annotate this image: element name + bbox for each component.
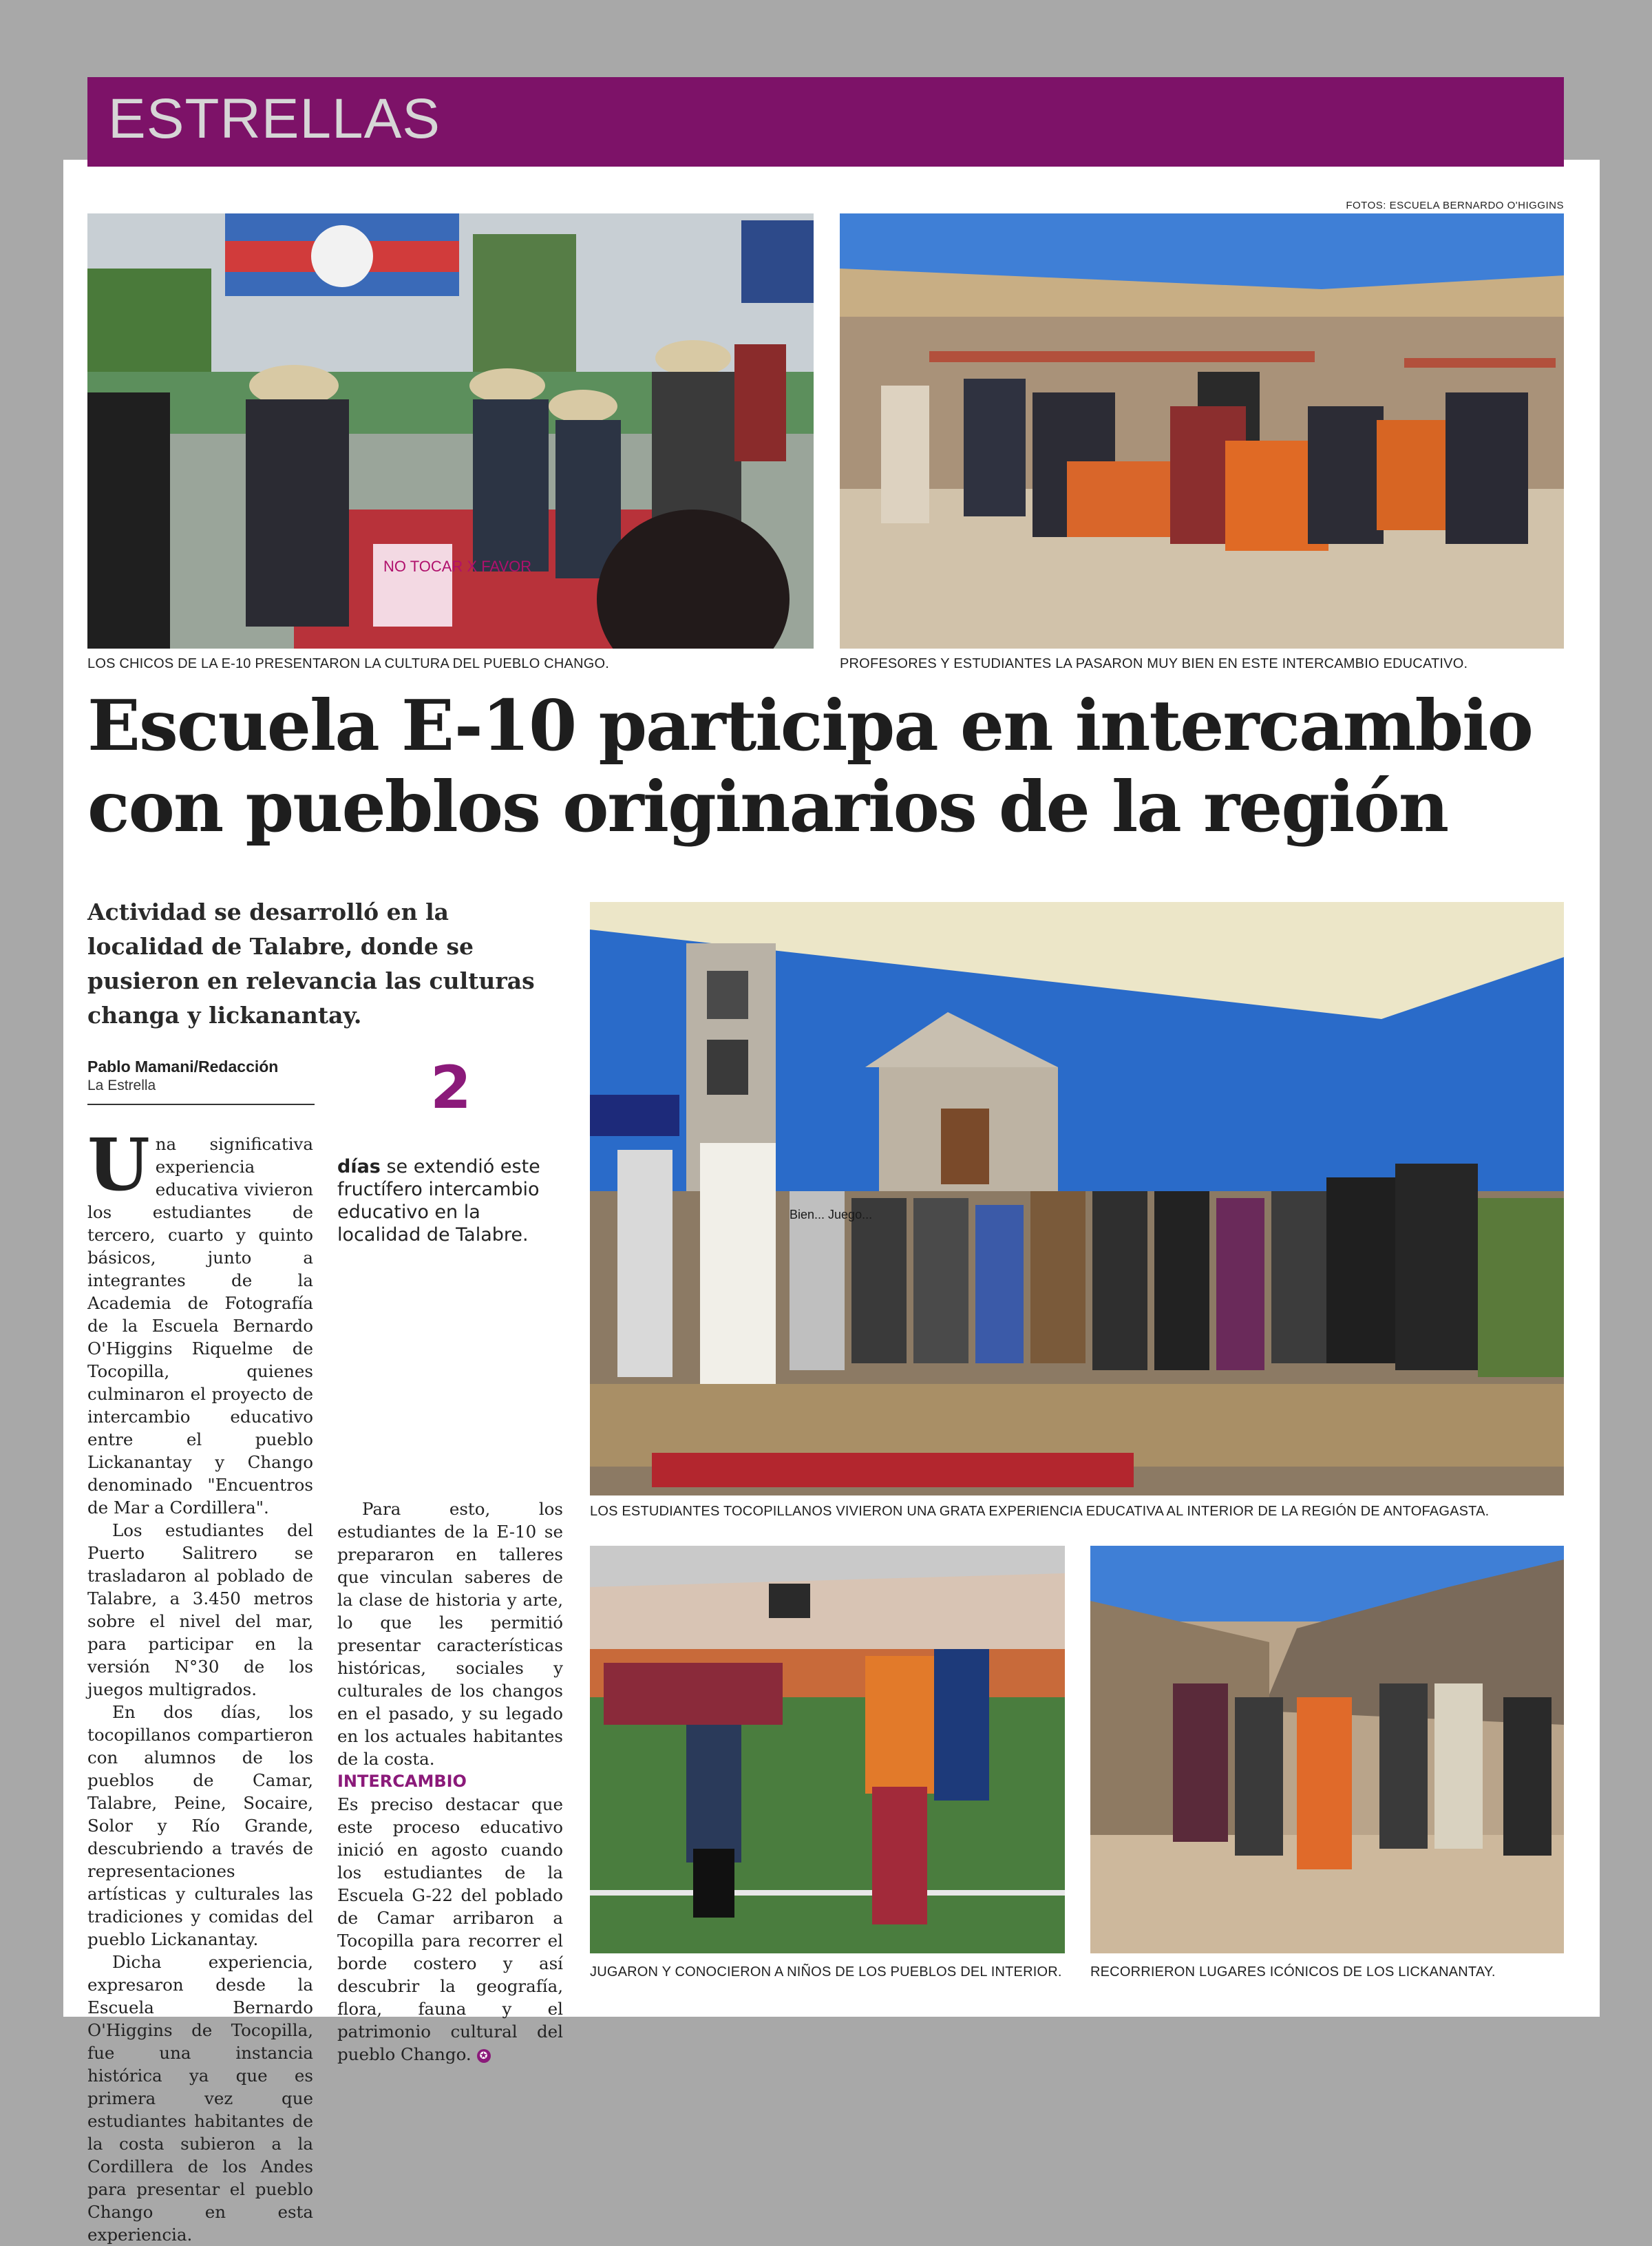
- photo-caption: LOS CHICOS DE LA E-10 PRESENTARON LA CULTURA DEL PUEBLO CHANGO.: [87, 656, 609, 671]
- photo-caption: RECORRIERON LUGARES ICÓNICOS DE LOS LICKANANTAY.: [1090, 1964, 1496, 1980]
- photo-credit: FOTOS: ESCUELA BERNARDO O'HIGGINS: [1346, 200, 1564, 211]
- photo-talabre-church-group: [590, 902, 1564, 1495]
- byline: [87, 1058, 315, 1105]
- photo-lickanantay-walk: [1090, 1546, 1564, 1953]
- paragraph: Los estudiantes del Puerto Salitrero se trasladaron al poblado de Talabre, a 3.450 metros sobre el nivel del mar, para participar en la versión N°30 de los juegos multigrados.: [87, 1520, 313, 1699]
- section-header: [87, 77, 1564, 167]
- end-mark-icon: ✪: [477, 2049, 491, 2063]
- paragraph: Para esto, los estudiantes de la E-10 se prepararon en talleres que vinculan saberes de la clase de historia y arte, lo que les permitió presentar características históricas, sociales y culturales de los changos en el pasado, y su legado en los actuales habitantes de la costa.: [337, 1499, 563, 1769]
- byline-author: Pablo Mamani/Redacción: [87, 1058, 279, 1075]
- highlight-rest: se extendió este fructífero intercambio educativo en la localidad de Talabre.: [337, 1156, 540, 1246]
- column-2-continued: [337, 1498, 563, 2066]
- section-title: ESTRELLAS: [108, 87, 441, 150]
- headline: Escuela E-10 participa en intercambio con pueblos originarios de la región: [87, 684, 1532, 848]
- photo-caption: LOS ESTUDIANTES TOCOPILLANOS VIVIERON UNA GRATA EXPERIENCIA EDUCATIVA AL INTERIOR DE LA REGIÓN DE ANTOFAGASTA.: [590, 1504, 1490, 1519]
- paragraph: En dos días, los tocopillanos compartieron con alumnos de los pueblos de Camar, Talabre, Peine, Socaire, Solor y Río Grande, descubriendo a través de representaciones artísticas y culturales las tradiciones y comidas del pueblo Lickanantay.: [87, 1702, 313, 1949]
- highlight-text: [337, 1155, 563, 1246]
- photo-caption: JUGARON Y CONOCIERON A NIÑOS DE LOS PUEBLOS DEL INTERIOR.: [590, 1964, 1062, 1980]
- photo-chango-culture: [87, 213, 814, 649]
- photo-caption: PROFESORES Y ESTUDIANTES LA PASARON MUY BIEN EN ESTE INTERCAMBIO EDUCATIVO.: [840, 656, 1468, 671]
- deck-subtitle: Actividad se desarrolló en la localidad de Talabre, donde se pusieron en relevancia las culturas changa y lickanantay.: [87, 899, 535, 1029]
- subhead-intercambio: INTERCAMBIO: [337, 1772, 467, 1791]
- drop-cap: U: [87, 1122, 150, 1207]
- paragraph-text: na significativa experiencia educativa vivieron los estudiantes de tercero, cuarto y quinto básicos, junto a integrantes de la Academia de Fotografía de la Escuela Bernardo O'Higgins Riquelme de Tocopilla, quienes culminaron el proyecto de intercambio educativo entre el pueblo Lickanantay y Chango denominado "Encuentros de Mar a Cordillera".: [87, 1134, 313, 1518]
- paragraph: [87, 1122, 313, 1519]
- paragraph: Dicha experiencia, expresaron desde la Escuela Bernardo O'Higgins de Tocopilla, fue una instancia histórica ya que es primera vez que estudiantes habitantes de la costa subieron a la Cordillera de los Andes para presentar el pueblo Chango en esta experiencia.: [87, 1952, 313, 2245]
- photo-group-adobe-house: [840, 213, 1564, 649]
- paragraph-text: Es preciso destacar que este proceso educativo inició en agosto cuando los estudiantes de la Escuela G-22 del poblado de Camar arribaron a Tocopilla para recorrer el borde costero y así descubrir la geografía, flora, fauna y el patrimonio cultural del pueblo Chango.: [337, 1794, 563, 2064]
- article-column-1: [87, 1122, 313, 2246]
- banner-text: Bien... Juego...: [790, 1208, 873, 1221]
- highlight-bold: días: [337, 1156, 381, 1177]
- no-tocar-sign: NO TOCAR X FAVOR: [383, 558, 532, 575]
- paragraph-final: [337, 1793, 563, 2066]
- photo-gym-games: [590, 1546, 1065, 1953]
- highlight-number: 2: [430, 1053, 472, 1122]
- byline-outlet: La Estrella: [87, 1078, 156, 1093]
